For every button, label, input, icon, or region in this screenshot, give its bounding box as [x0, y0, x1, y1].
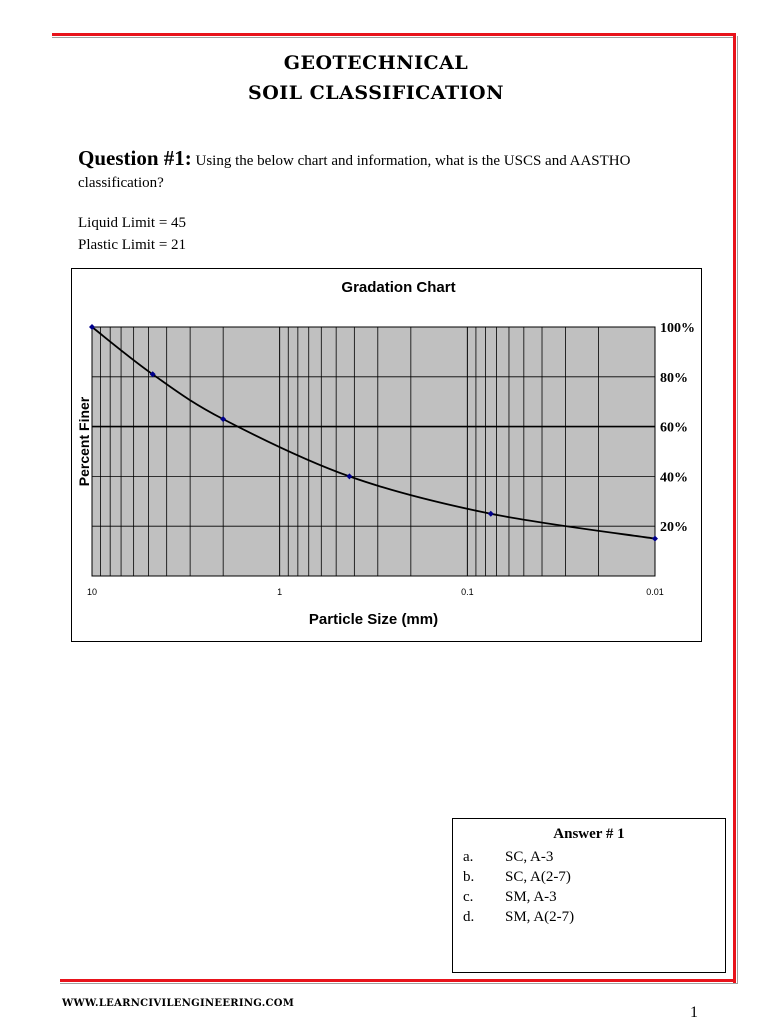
x-tick-label: 1	[277, 587, 283, 597]
plot-area	[92, 327, 655, 576]
answer-option-c	[463, 889, 557, 906]
option-letter: b.	[463, 869, 475, 885]
plastic-limit: Plastic Limit = 21	[78, 237, 187, 253]
answer-title: Answer # 1	[553, 826, 625, 842]
y-tick-label: 60%	[660, 420, 688, 436]
y-tick-label: 40%	[660, 470, 688, 486]
question-label: Question #1	[78, 146, 185, 170]
y-tick-label: 20%	[660, 520, 688, 536]
question-text: Using the below chart and information, what is the USCS and AASTHO classification?	[78, 153, 631, 191]
frame-bottom-shadow	[60, 983, 738, 984]
page-number: 1	[690, 1004, 698, 1021]
option-letter: a.	[463, 849, 474, 865]
footer-website: WWW.LEARNCIVILENGINEERING.COM	[62, 998, 295, 1009]
page-title-line1: GEOTECHNICAL	[283, 52, 469, 74]
answer-option-d	[463, 909, 574, 926]
x-tick-label: 10	[86, 587, 98, 597]
answer-box	[452, 818, 726, 973]
option-letter: c.	[463, 889, 474, 905]
question-separator: :	[184, 146, 192, 170]
option-text: SM, A-3	[505, 889, 557, 905]
x-axis-label: Particle Size (mm)	[308, 611, 439, 628]
frame-top-border	[52, 33, 736, 36]
frame-top-shadow	[52, 37, 736, 38]
page-title-line2: SOIL CLASSIFICATION	[248, 82, 504, 104]
frame-bottom-border	[60, 979, 736, 982]
answer-option-b	[463, 869, 571, 886]
liquid-limit: Liquid Limit = 45	[78, 215, 187, 231]
chart-title: Gradation Chart	[341, 279, 456, 296]
x-tick-label: 0.01	[646, 587, 664, 597]
gradation-chart	[71, 268, 702, 642]
option-text: SC, A-3	[505, 849, 554, 865]
option-text: SM, A(2-7)	[505, 909, 575, 925]
chart-svg	[72, 269, 701, 641]
question-block	[78, 147, 678, 194]
x-tick-label: 0.1	[461, 587, 474, 597]
answer-option-a	[463, 849, 553, 866]
y-axis-label: Percent Finer	[76, 396, 92, 487]
y-tick-label: 80%	[660, 370, 688, 386]
option-letter: d.	[463, 909, 475, 925]
option-text: SC, A(2-7)	[505, 869, 571, 885]
frame-right-border	[733, 33, 736, 983]
frame-right-shadow	[737, 36, 738, 983]
y-tick-label: 100%	[660, 321, 695, 336]
